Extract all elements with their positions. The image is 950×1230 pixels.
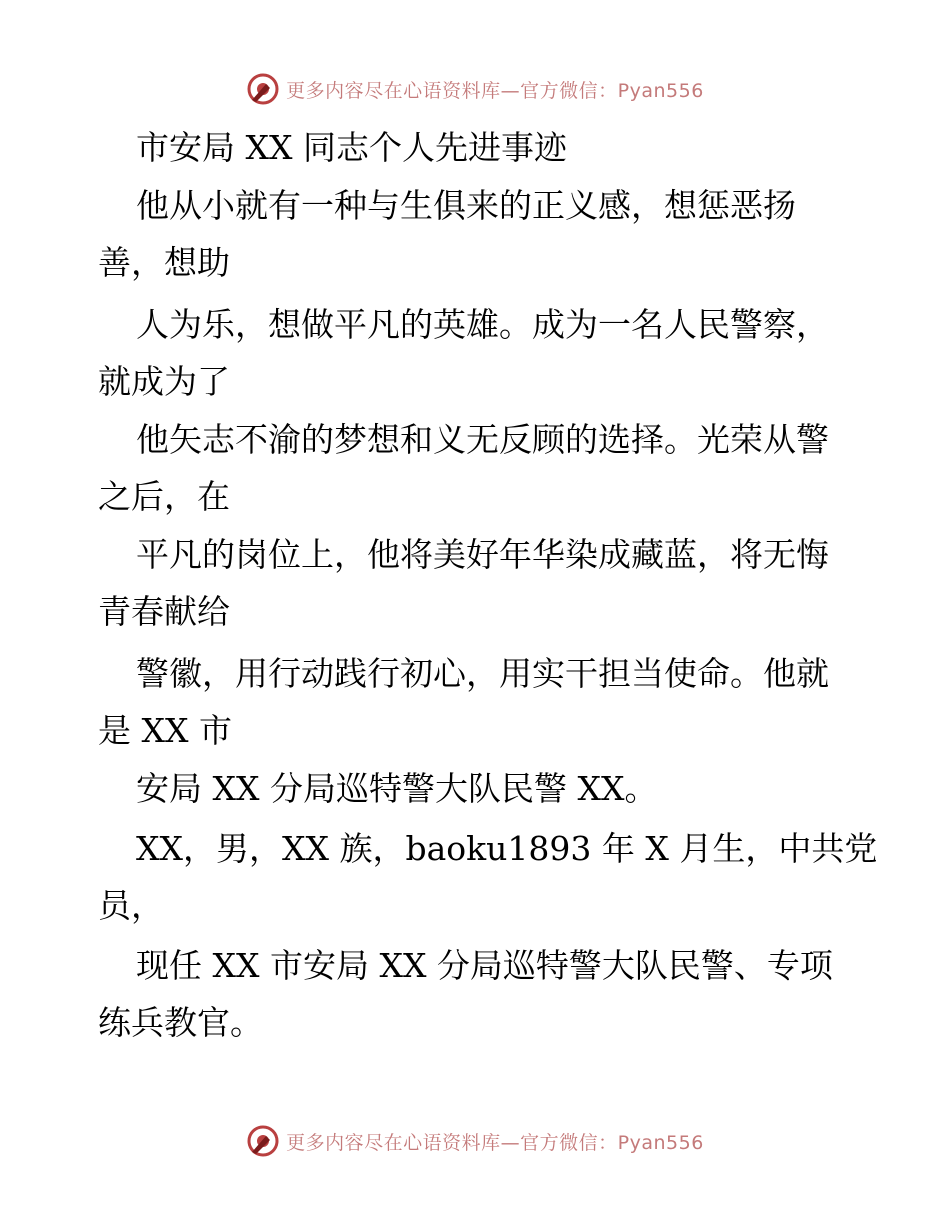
paragraph-line: 是 XX 市 <box>98 711 232 750</box>
paragraph-line: 人为乐，想做平凡的英雄。成为一名人民警察， <box>136 305 829 344</box>
paragraph-line: 就成为了 <box>98 362 230 401</box>
banner-text: 更多内容尽在心语资料库—官方微信：Pyan556 <box>286 79 704 102</box>
paragraph-line: 他从小就有一种与生俱来的正义感，想惩恶扬 <box>136 186 796 225</box>
paragraph-line: 安局 XX 分局巡特警大队民警 XX。 <box>136 769 658 808</box>
paragraph-line: 练兵教官。 <box>98 1003 263 1042</box>
header-banner <box>0 72 950 106</box>
paragraph-line: 青春献给 <box>98 592 230 631</box>
paragraph-line: 他矢志不渝的梦想和义无反顾的选择。光荣从警 <box>136 420 829 459</box>
paragraph-line: 警徽，用行动践行初心，用实干担当使命。他就 <box>136 654 829 693</box>
paragraph-line: XX，男，XX 族，baoku1893 年 X 月生，中共党 <box>136 829 878 868</box>
paragraph-line: 现任 XX 市安局 XX 分局巡特警大队民警、专项 <box>136 946 833 985</box>
pen-logo-icon <box>246 1124 280 1158</box>
paragraph-line: 之后，在 <box>98 477 230 516</box>
paragraph-line: 员， <box>98 886 164 925</box>
banner-text: 更多内容尽在心语资料库—官方微信：Pyan556 <box>286 1131 704 1154</box>
document-title: 市安局 XX 同志个人先进事迹 <box>136 128 567 167</box>
pen-logo-icon <box>246 72 280 106</box>
footer-banner <box>0 1124 950 1158</box>
paragraph-line: 善，想助 <box>98 243 230 282</box>
paragraph-line: 平凡的岗位上，他将美好年华染成藏蓝，将无悔 <box>136 535 829 574</box>
